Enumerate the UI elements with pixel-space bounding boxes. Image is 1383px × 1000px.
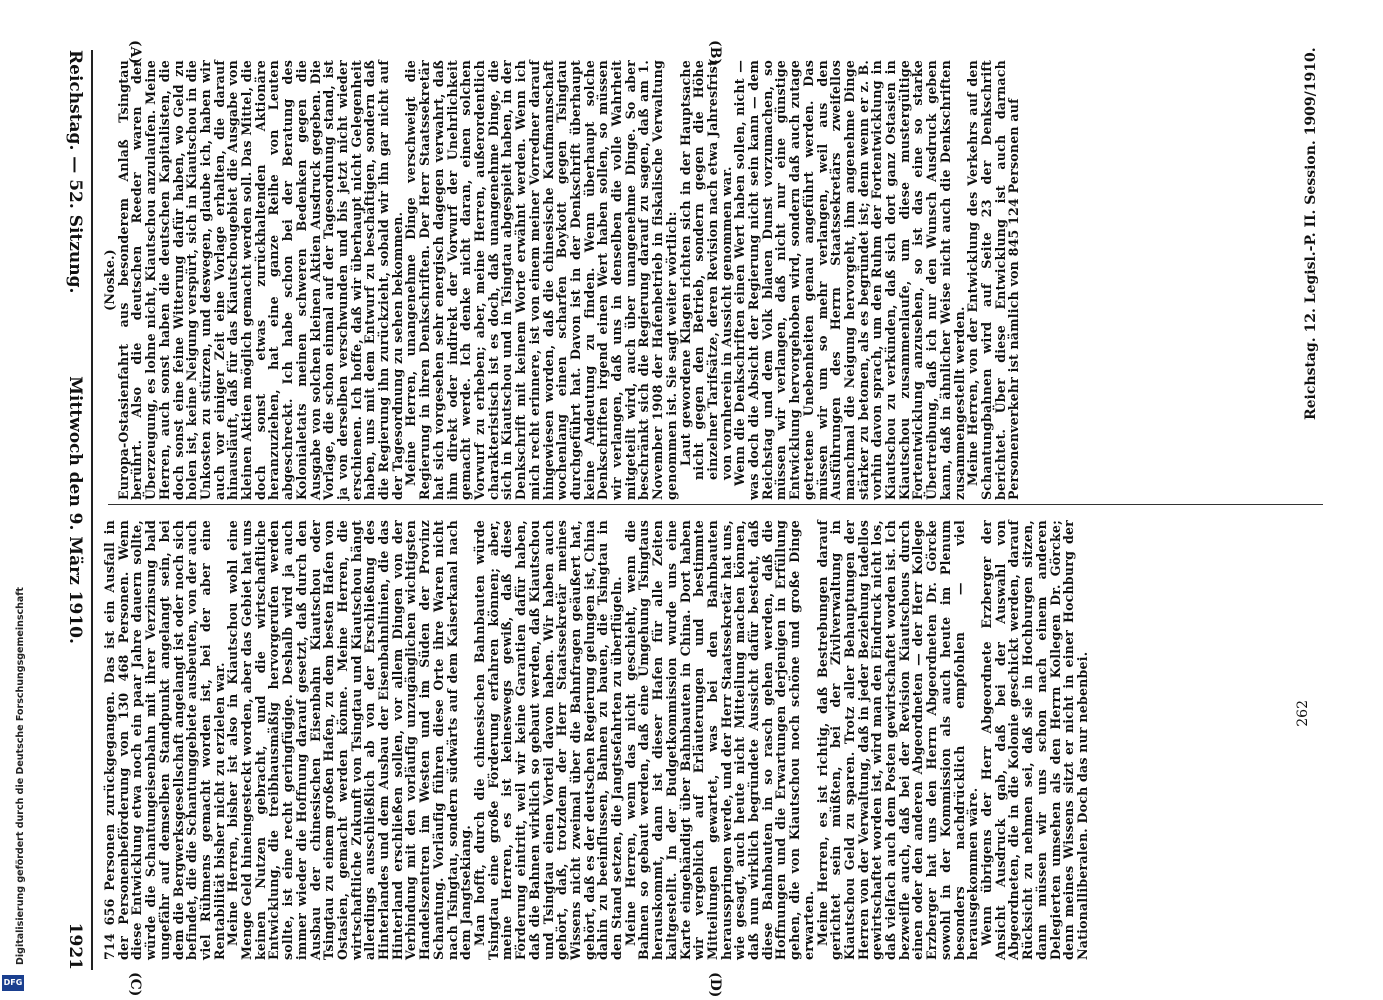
left-paragraph: Meine Herren, unangenehme Dinge verschweigt die Regierung in ihren Denkschriften. Der Herr Staatssekretär hat sich vorgesehen sehr energisch dagegen verwahrt, daß ihm direkt oder indirekt der Vorwurf der Unehrlichkeit gemacht werde. Ich denke nicht daran, einen solchen Vorwurf zu erheben; aber, meine Herren, außerordentlich charakteristisch ist es doch, daß unangenehme Dinge, die sich in Kiautschou und in Tsingtau abgespielt haben, in der Denkschrift mit keinem Worte erwähnt werden. Wenn ich mich recht erinnere, ist von einem meiner Vorredner darauf hingewiesen worden, daß die chinesische Kaufmannschaft wochenlang einen scharfen Boykott gegen Tsingtau durchgeführt hat. Davon ist in der Denkschrift überhaupt keine Andeutung zu finden. Wenn überhaupt solche Denkschriften irgend einen Wert haben sollen, so müssen wir verlangen, daß uns in denselben die volle Wahrheit mitgeteilt wird, auch über unangenehme Dinge. So aber beschränkt sich die Regierung darauf zu sagen, daß am 1. November 1908 der Hafenbetrieb in fiskalische Verwaltung genommen ist. Sie sagt weiter wörtlich:	[403, 60, 679, 500]
left-paragraph: Meine Herren, von der Entwicklung des Verkehrs auf den Schantungbahnen wird auf Seite 23 der Denkschrift berichtet. Über diese Entwicklung ist auch darnach Personenverkehr ist nämlich von 845 124 Personen auf	[965, 60, 1022, 500]
dfg-logo: DFG	[2, 975, 24, 991]
header-left: Reichstag. — 52. Sitzung.	[65, 50, 85, 294]
right-column	[103, 520, 1323, 960]
right-paragraph: Meine Herren, wenn das nicht geschieht, wenn die Bahnen so gebaut werden, daß eine Umgehung Tsingtaus herauskommt, dann ist dieser Hafen für alle Zeiten kaltgestellt. In der Budgetkommission wurde uns eine Karte eingehändigt über Bahnbauten in China. Dort haben wir vergeblich auf Erläuterungen und bestimmte Mitteilungen gewartet, was bei den Bahnbauten herausspringen werde, und der Herr Staatssekretär hat uns, wie gesagt, auch heute nicht Mitteilung machen können, daß nun wirklich begründete Aussicht dafür besteht, daß diese Bahnbauten in so rasch gehen werden, daß die Hoffnungen und die Erwartungen derjenigen in Erfüllung gehen, die von Kiautschou noch schöne und große Dinge erwarten.	[622, 520, 816, 960]
margin-marker-b: (B)	[707, 40, 723, 66]
margin-marker-d: (D)	[707, 972, 723, 998]
left-paragraph: Europa-Ostasienfahrt aus besonderem Anlaß Tsingtau berührt. Also die deutschen Reeder waren der Überzeugung, es lohne nicht, Kiautschou anzulaufen. Meine Herren, auch sonst haben die deutschen Kapitalisten, die doch sonst eine feine Witterung dafür haben, wo Geld zu holen ist, keine Neigung verspürt, sich in Kiautschou in die Unkosten zu stürzen, und deswegen, glaube ich, haben wir auch vor einiger Zeit eine Vorlage erhalten, die darauf hinausläuft, daß für das Kiautschougebiet die Ausgabe von kleinen Aktien möglich gemacht werden soll. Das Mittel, die doch sonst etwas zurückhaltenden Aktionäre heranzuziehen, hat eine ganze Reihe von Leuten abgeschreckt. Ich habe schon bei der Beratung des Kolonialetats meinen schweren Bedenken gegen die Ausgabe von solchen kleinen Aktien Ausdruck gegeben. Die Vorlage, die schon einmal auf der Tagesordnung stand, ist ja von derselben verschwunden und bis jetzt nicht wieder erschienen. Ich hoffe, daß wir überhaupt nicht Gelegenheit haben, uns mit dem Entwurf zu beschäftigen, sondern daß die Regierung ihn zurückzieht, sobald wir ihn gar nicht auf der Tagesordnung zu sehen bekommen.	[115, 60, 405, 500]
column-divider	[108, 504, 1323, 505]
left-column	[103, 60, 1323, 500]
right-paragraph: Meine Herren, es ist richtig, daß Bestrebungen darauf gerichtet sein müßten, bei der Zivilverwaltung in Kiautschou Geld zu sparen. Trotz aller Behauptungen der Herren von der Verwaltung, daß in jeder Beziehung tadellos gewirtschaftet worden ist, wird man den Eindruck nicht los, daß vielfach auch dem Posten gewirtschaftet worden ist. Ich bezweifle auch, daß bei der Revision Kiautschous durch einen oder den anderen Abgeordneten — der Herr Kollege Erzberger hat uns den Herrn Abgeordneten Dr. Görcke sowohl in der Kommission als auch heute im Plenum besonders nachdrücklich empfohlen — viel herausgekommen wäre.	[814, 520, 981, 960]
header-page-number: 1921	[65, 922, 85, 970]
left-paragraph: Wenn die Denkschriften einen Wert haben sollen, nicht — was doch die Absicht der Regierung nicht sein kann — dem Reichstag und dem Volk blauen Dunst vorzumachen, so müssen wir verlangen, daß nicht nur eine günstige Entwicklung hervorgehoben wird, sondern daß auch zutage getretene Unebenheiten genau angeführt werden. Das müssen wir um so mehr verlangen, weil aus den Ausführungen des Herrn Staatssekretärs zweifellos manchmal die Neigung hervorgeht, ihm angenehme Dinge stärker zu betonen, als es begründet ist; denn wenn er z. B. vorhin davon sprach, um den Ruhm der Fortentwicklung in Kiautschou zu verkünden, daß sich dort ganz Ostasien in Kiautschou zusammenlaufe, um diese mustergültige Fortentwicklung anzusehen, so ist das eine so starke Übertreibung, daß ich nur den Wunsch Ausdruck geben kann, daß in ähnlicher Weise nicht auch die Denkschriften zusammengestellt werden.	[732, 60, 967, 500]
footer-page-number: 262	[1295, 700, 1311, 727]
right-paragraph: 714 656 Personen zurückgegangen. Das ist ein Ausfall in der Personenbeförderung von 130 468 Personen. Wenn diese Entwicklung etwa noch ein paar Jahre dauern sollte, würde die Schantungeisenbahn mit ihrer Verzinsung bald ungefähr auf demselben Standpunkt angelangt sein, bei dem die Bergwerksgesellschaft angelangt ist oder noch sich befindet, die die Schantunggebiete ausbeuten, von der auch viel Rühmens gemacht worden ist, bei der aber eine Rentabilität bisher nicht zu erzielen war.	[102, 520, 227, 960]
credit-text: Digitalisierung gefördert durch die Deutsche Forschungsgemeinschaft	[15, 587, 26, 965]
right-paragraph: Wenn übrigens der Herr Abgeordnete Erzberger der Ansicht Ausdruck gab, daß bei der Auswahl von Abgeordneten, die in die Kolonie geschickt werden, darauf Rücksicht zu nehmen sei, daß sie in Hochburgen sitzen, dann müssen wir uns schon nach einem anderen Delegierten umsehen als den Herrn Kollegen Dr. Görcke; denn meines Wissens sitzt er nicht in einer Hochburg der Nationalliberalen. Doch das nur nebenbei.	[979, 520, 1090, 960]
right-paragraph: Man hofft, durch die chinesischen Bahnbauten würde Tsingtau eine große Förderung erfahren können; aber, meine Herren, es ist keineswegs gewiß, daß diese Förderung eintritt, weil wir keine Garantien dafür haben, daß die Bahnen wirklich so gebaut werden, daß Kiautschou und Tsingtau einen Vorteil davon haben. Wir haben auch gehört, daß, trotzdem der Herr Staatssekretär meines Wissens nicht zweimal über die Bahnfragen geäußert hat, gehört, daß es der deutschen Regierung gelungen ist, China dahin zu beeinflussen, Bahnen zu bauen, die Tsingtau in den Stand setzen, die Jangtsefahrten zu überflügeln.	[471, 520, 625, 960]
left-quote: Laut gewordene Klagen richten sich in der Hauptsache nicht gegen den Betrieb, sondern gegen die Höhe einzelner Tarifsätze, deren Revision nach etwa Jahresfrist von vornherein in Aussicht genommen war.	[677, 60, 734, 480]
speaker-tag: (Noske.)	[102, 249, 117, 311]
running-header	[55, 50, 85, 970]
credit-strip	[0, 0, 30, 1000]
margin-marker-c: (C)	[127, 972, 143, 997]
margin-marker-a: (A)	[127, 40, 143, 65]
header-rule	[91, 50, 93, 970]
footer-session: Reichstag. 12. Legisl.-P. II. Session. 1909/1910.	[1303, 47, 1319, 420]
right-paragraph: Meine Herren, bisher ist also in Kiautschou wohl eine Menge Geld hineingesteckt worden, aber das Gebiet hat uns keinen Nutzen gebracht, und die wirtschaftliche Entwicklung, die treibhausmäßig hervorgerufen werden sollte, ist eine recht geringfügige. Deshalb wird ja auch immer wieder die Hoffnung darauf gesetzt, daß durch den Ausbau der chinesischen Eisenbahn Kiautschou oder Tsingtau zu einem großen Hafen, zu dem besten Hafen von Ostasien, gemacht werden könne. Meine Herren, die wirtschaftliche Zukunft von Tsingtau und Kiautschou hängt allerdings ausschließlich ab von der Erschließung des Hinterlandes und dem Ausbau der Eisenbahnlinien, die das Hinterland erschließen sollen, vor allem Dingen von der Verbindung mit den vorläufig unzugänglichen wichtigsten Handelszentren im Westen und im Süden der Provinz Schantung. Vorläufig führen diese Orte ihre Waren nicht nach Tsingtau, sondern südwärts auf dem Kaiserkanal nach dem Jangtsekiang.	[225, 520, 474, 960]
header-date: Mittwoch den 9. März 1910.	[65, 376, 85, 644]
